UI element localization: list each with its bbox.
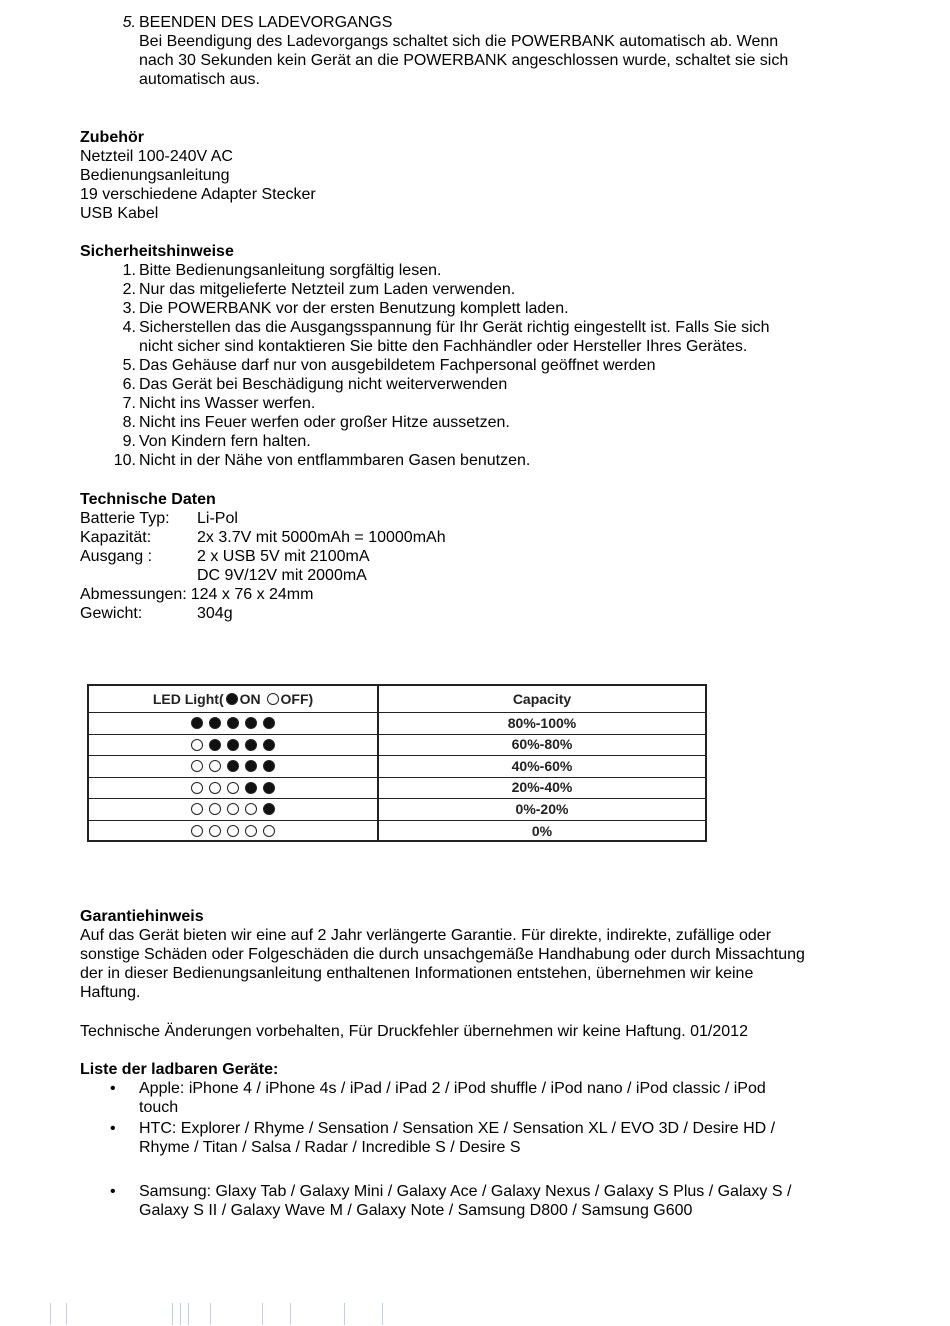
led-on-icon (263, 717, 275, 729)
item-text: Nur das mitgelieferte Netzteil zum Laden verwenden. (139, 281, 516, 298)
step5-title: BEENDEN DES LADEVORGANGS (139, 14, 393, 31)
item-number: 6. (122, 376, 136, 393)
list-item (80, 1079, 860, 1117)
spec-row (80, 585, 860, 604)
sicherheit-list (80, 261, 860, 470)
led-off-icon (227, 825, 239, 837)
list-item (80, 299, 860, 318)
spec-value: DC 9V/12V mit 2000mA (197, 567, 367, 584)
led-on-icon (245, 760, 257, 772)
capacity-value: 40%-60% (511, 757, 573, 774)
list-item (80, 413, 860, 432)
item-text: HTC: Explorer / Rhyme / Sensation / Sensation XE / Sensation XL / EVO 3D / Desire HD / (139, 1120, 776, 1137)
list-item (80, 280, 860, 299)
item-text: Rhyme / Titan / Salsa / Radar / Incredible S / Desire S (139, 1139, 521, 1156)
led-table-row (89, 778, 705, 800)
spec-key: Kapazität: (80, 529, 152, 546)
item-text: Das Gehäuse darf nur von ausgebildetem Fachpersonal geöffnet werden (139, 357, 656, 374)
led-off-icon (191, 803, 203, 815)
item-number: 4. (122, 319, 136, 336)
item-number: 3. (122, 300, 136, 317)
item-text: Nicht in der Nähe von entflammbaren Gasen benutzen. (139, 452, 531, 469)
filled-circle-icon (226, 693, 238, 705)
technik-heading: Technische Daten (80, 491, 216, 508)
geraete-heading: Liste der ladbaren Geräte: (80, 1061, 279, 1078)
item-text: touch (139, 1099, 179, 1116)
scan-artifact (66, 1303, 67, 1325)
bullet-icon: • (110, 1183, 116, 1200)
list-item (80, 356, 860, 375)
scan-artifact (172, 1303, 173, 1325)
geraete-list (80, 1079, 860, 1220)
zubehoer-section (80, 128, 860, 223)
spec-row (80, 604, 860, 623)
bullet-icon: • (110, 1120, 116, 1137)
led-on-icon (245, 782, 257, 794)
list-item (80, 432, 860, 451)
spec-key (80, 566, 197, 585)
led-on-icon (263, 760, 275, 772)
led-on-icon (191, 717, 203, 729)
list-item (80, 375, 860, 394)
capacity-value: 0%-20% (515, 800, 569, 817)
zubehoer-item: Bedienungsanleitung (80, 167, 230, 184)
led-on-icon (245, 739, 257, 751)
led-on-icon (209, 717, 221, 729)
item-number: 9. (122, 433, 136, 450)
spec-key: Ausgang : (80, 548, 153, 565)
led-on-icon (227, 739, 239, 751)
spec-row (80, 566, 860, 585)
led-off-icon (191, 782, 203, 794)
led-off-icon (209, 803, 221, 815)
changes-note: Technische Änderungen vorbehalten, Für Druckfehler übernehmen wir keine Haftung. 01/2012 (80, 1023, 748, 1040)
item-number: 8. (122, 414, 136, 431)
zubehoer-item: Netzteil 100-240V AC (80, 148, 233, 165)
scan-artifact (210, 1303, 211, 1325)
led-indicator-cell (89, 799, 379, 820)
led-off-icon (191, 760, 203, 772)
changes-note-section (80, 1022, 860, 1041)
scan-artifact (344, 1303, 345, 1325)
led-on-icon (227, 717, 239, 729)
garantie-line: der in dieser Bedienungsanleitung enthaltenen Informationen entstehen, übernehmen wir keine (80, 965, 754, 982)
empty-circle-icon (267, 693, 279, 705)
item-text: Apple: iPhone 4 / iPhone 4s / iPad / iPad 2 / iPod shuffle / iPod nano / iPod classic / iPod (139, 1080, 766, 1097)
led-off-icon (263, 825, 275, 837)
spec-row (80, 528, 860, 547)
item-text: Sicherstellen das die Ausgangsspannung für Ihr Gerät richtig eingestellt ist. Falls Sie sich (139, 319, 770, 336)
spec-row (80, 547, 860, 566)
garantie-heading: Garantiehinweis (80, 908, 204, 925)
garantie-line: Auf das Gerät bieten wir eine auf 2 Jahr verlängerte Garantie. Für direkte, indirekte, zufällige oder (80, 927, 772, 944)
item-text: Bitte Bedienungsanleitung sorgfältig lesen. (139, 262, 442, 279)
step5-number: 5. (122, 14, 136, 31)
item-number: 2. (122, 281, 136, 298)
item-number: 7. (122, 395, 136, 412)
led-indicator-cell (89, 756, 379, 777)
garantie-section (80, 907, 860, 1002)
bullet-icon: • (110, 1080, 116, 1097)
led-indicator-cell (89, 778, 379, 799)
capacity-value: 0% (531, 822, 553, 839)
list-item (80, 451, 860, 470)
zubehoer-item: USB Kabel (80, 205, 159, 222)
list-item (80, 261, 860, 280)
led-off-icon (191, 739, 203, 751)
item-text: Nicht ins Wasser werfen. (139, 395, 316, 412)
garantie-line: Haftung. (80, 984, 141, 1001)
spec-key: Batterie Typ: (80, 510, 170, 527)
led-on-icon (245, 717, 257, 729)
spec-value: 124 x 76 x 24mm (190, 586, 314, 603)
led-table-row (89, 799, 705, 821)
led-indicator-cell (89, 735, 379, 756)
scan-artifact (290, 1303, 291, 1325)
sicherheit-heading: Sicherheitshinweise (80, 243, 234, 260)
led-table-row (89, 821, 705, 843)
sicherheit-section (80, 242, 860, 470)
spec-row (80, 509, 860, 528)
led-on-icon (209, 739, 221, 751)
led-header-prefix: LED Light( (152, 690, 224, 707)
led-off-icon (245, 803, 257, 815)
led-capacity-table (87, 684, 707, 842)
led-off-icon (209, 782, 221, 794)
zubehoer-item: 19 verschiedene Adapter Stecker (80, 186, 316, 203)
capacity-value: 20%-40% (511, 779, 573, 796)
led-off-icon (209, 825, 221, 837)
item-text: Das Gerät bei Beschädigung nicht weiterverwenden (139, 376, 508, 393)
scan-artifact (50, 1303, 51, 1325)
item-text: Die POWERBANK vor der ersten Benutzung komplett laden. (139, 300, 569, 317)
step5-line: automatisch aus. (139, 71, 260, 88)
led-on-icon (263, 782, 275, 794)
item-text: Samsung: Glaxy Tab / Galaxy Mini / Galaxy Ace / Galaxy Nexus / Galaxy S Plus / Galaxy S / (139, 1183, 792, 1200)
led-table-row (89, 735, 705, 757)
item-text: nicht sicher sind kontaktieren Sie bitte den Fachhändler oder Hersteller Ihres Gerätes. (139, 338, 748, 355)
capacity-value: 60%-80% (511, 736, 573, 753)
scan-artifact (382, 1303, 383, 1325)
step5-line: nach 30 Sekunden kein Gerät an die POWERBANK angeschlossen wurde, schaltet sie sich (139, 52, 789, 69)
geraete-section (80, 1060, 860, 1220)
item-number: 10. (113, 452, 136, 469)
spec-key: Gewicht: (80, 605, 143, 622)
led-table-row (89, 756, 705, 778)
list-item (80, 394, 860, 413)
led-header-off: OFF) (280, 690, 314, 707)
led-on-icon (263, 803, 275, 815)
scan-artifact (262, 1303, 263, 1325)
list-item (80, 318, 860, 356)
list-item (80, 1182, 860, 1220)
spec-value: 304g (197, 605, 233, 622)
led-table-header (89, 686, 705, 713)
led-off-icon (245, 825, 257, 837)
capacity-header: Capacity (512, 690, 572, 707)
capacity-value: 80%-100% (507, 714, 577, 731)
led-indicator-cell (89, 713, 379, 734)
led-header-on: ON (239, 690, 261, 707)
garantie-line: sonstige Schäden oder Folgeschäden die durch unsachgemäße Handhabung oder durch Missachtung (80, 946, 805, 963)
scan-artifact (180, 1303, 181, 1325)
step5-item (80, 13, 860, 89)
step5-line: Bei Beendigung des Ladevorgangs schaltet sich die POWERBANK automatisch ab. Wenn (139, 33, 779, 50)
item-number: 1. (122, 262, 136, 279)
spec-key: Abmessungen: (80, 586, 187, 603)
item-text: Von Kindern fern halten. (139, 433, 311, 450)
led-on-icon (227, 760, 239, 772)
led-header-cell (89, 686, 379, 712)
item-text: Nicht ins Feuer werfen oder großer Hitze aussetzen. (139, 414, 510, 431)
spec-value: 2 x USB 5V mit 2100mA (197, 548, 370, 565)
scan-artifact (188, 1303, 189, 1325)
led-off-icon (209, 760, 221, 772)
spec-value: 2x 3.7V mit 5000mAh = 10000mAh (197, 529, 446, 546)
led-table-row (89, 713, 705, 735)
zubehoer-heading: Zubehör (80, 129, 144, 146)
led-off-icon (227, 782, 239, 794)
spec-value: Li-Pol (197, 510, 238, 527)
led-off-icon (227, 803, 239, 815)
item-text: Galaxy S II / Galaxy Wave M / Galaxy Note / Samsung D800 / Samsung G600 (139, 1202, 693, 1219)
list-item (80, 1119, 860, 1157)
led-off-icon (191, 825, 203, 837)
item-number: 5. (122, 357, 136, 374)
led-on-icon (263, 739, 275, 751)
step5-section (80, 13, 860, 89)
technik-section (80, 490, 860, 623)
led-indicator-cell (89, 821, 379, 843)
